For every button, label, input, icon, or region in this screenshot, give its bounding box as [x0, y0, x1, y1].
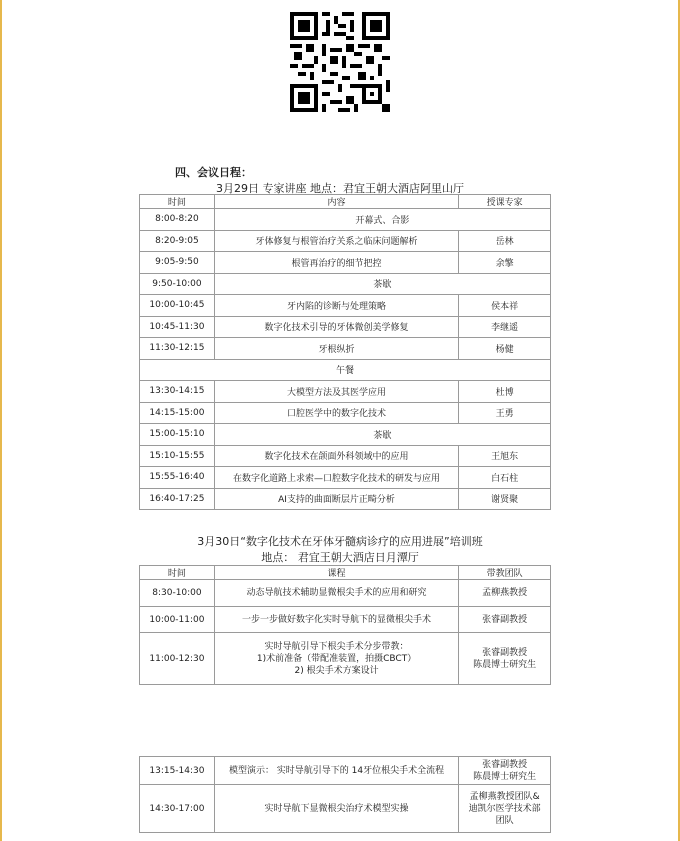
content-cell: 大模型方法及其医学应用 [214, 381, 458, 403]
course-cell [214, 633, 458, 685]
time-cell: 13:15-14:30 [140, 757, 215, 785]
expert-cell: 杜博 [459, 381, 551, 403]
expert-cell: 王勇 [459, 402, 551, 424]
course-cell [214, 580, 458, 607]
column-header: 带教团队 [459, 566, 551, 580]
time-cell: 16:40-17:25 [140, 488, 215, 510]
time-cell: 9:05-9:50 [140, 252, 215, 274]
course-cell-line: 动态导航技术辅助显微根尖手术的应用和研究 [246, 588, 427, 598]
time-cell: 8:30-10:00 [140, 580, 215, 607]
page-frame-left [0, 0, 2, 841]
team-cell [459, 785, 551, 833]
time-cell: 8:20-9:05 [140, 230, 215, 252]
time-cell: 9:50-10:00 [140, 273, 215, 295]
time-cell: 10:45-11:30 [140, 316, 215, 338]
team-cell-line: 张睿副教授 [482, 614, 528, 625]
expert-cell: 杨健 [459, 338, 551, 360]
content-cell: 茶歇 [214, 424, 550, 446]
table-row [140, 273, 551, 295]
content-cell: 开幕式、合影 [214, 209, 550, 231]
column-header: 时间 [140, 195, 215, 209]
column-header: 授课专家 [459, 195, 551, 209]
table-row [140, 424, 551, 446]
content-cell: 口腔医学中的数字化技术 [214, 402, 458, 424]
table-row [140, 785, 551, 833]
team-cell-line: 张睿副教授 [482, 647, 528, 658]
table-row [140, 445, 551, 467]
course-cell-line: 1)术前准备（带配准装置，拍摄CBCT） [256, 653, 417, 664]
day2-subtitle: 3月30日“数字化技术在牙体牙髓病诊疗的应用进展”培训班 [197, 535, 483, 548]
section-title: 四、会议日程： [175, 166, 252, 179]
time-cell: 11:30-12:15 [140, 338, 215, 360]
expert-cell: 王旭东 [459, 445, 551, 467]
table-row [140, 402, 551, 424]
expert-cell: 李继遥 [459, 316, 551, 338]
content-cell: 茶歇 [214, 273, 550, 295]
content-cell: 数字化技术在颌面外科领域中的应用 [214, 445, 458, 467]
time-cell: 15:10-15:55 [140, 445, 215, 467]
column-header: 课程 [214, 566, 458, 580]
time-cell: 14:15-15:00 [140, 402, 215, 424]
break-cell: 午餐 [140, 359, 551, 381]
day2-schedule-table [139, 565, 551, 685]
expert-cell: 岳林 [459, 230, 551, 252]
time-cell: 10:00-10:45 [140, 295, 215, 317]
table-row [140, 230, 551, 252]
table-row [140, 757, 551, 785]
time-cell: 11:00-12:30 [140, 633, 215, 685]
content-cell: 牙体修复与根管治疗关系之临床问题解析 [214, 230, 458, 252]
course-cell-line: 模型演示： 实时导航引导下的 14牙位根尖手术全流程 [228, 765, 445, 776]
table-row [140, 359, 551, 381]
content-cell: 在数字化道路上求索—口腔数字化技术的研发与应用 [214, 467, 458, 489]
table-row [140, 338, 551, 360]
day1-schedule-table [139, 194, 551, 510]
time-cell: 10:00-11:00 [140, 607, 215, 633]
team-cell-line: 张睿副教授 [482, 759, 528, 770]
table-row [140, 580, 551, 607]
qr-code-image [290, 12, 390, 112]
expert-cell: 白石柱 [459, 467, 551, 489]
column-header: 内容 [214, 195, 458, 209]
course-cell [214, 785, 458, 833]
expert-cell: 侯本祥 [459, 295, 551, 317]
content-cell: 牙内陷的诊断与处理策略 [214, 295, 458, 317]
team-cell [459, 757, 551, 785]
time-cell: 8:00-8:20 [140, 209, 215, 231]
day1-subtitle: 3月29日 专家讲座 地点：君宜王朝大酒店阿里山厅 [216, 182, 464, 195]
team-cell-line: 迪凯尔医学技术部 [468, 803, 541, 814]
time-cell: 15:55-16:40 [140, 467, 215, 489]
course-cell [214, 607, 458, 633]
table-header-row [140, 195, 551, 209]
course-cell-line: 2) 根尖手术方案设计 [294, 665, 379, 676]
table-header-row [140, 566, 551, 580]
table-row [140, 209, 551, 231]
day2-schedule-table-continued [139, 756, 551, 833]
content-cell: 根管再治疗的细节把控 [214, 252, 458, 274]
team-cell-line: 孟柳燕教授 [482, 588, 528, 598]
day2-location: 地点： 君宜王朝大酒店日月潭厅 [261, 551, 419, 564]
course-cell-line: 实时导航引导下根尖手术分步带教： [264, 641, 409, 652]
table-row [140, 633, 551, 685]
table-row [140, 607, 551, 633]
table-row [140, 488, 551, 510]
content-cell: 牙根纵折 [214, 338, 458, 360]
table-row [140, 252, 551, 274]
content-cell: AI支持的曲面断层片正畸分析 [214, 488, 458, 510]
team-cell-line: 团队 [495, 815, 514, 826]
table-row [140, 316, 551, 338]
course-cell-line: 一步一步做好数字化实时导航下的显微根尖手术 [242, 614, 432, 625]
course-cell-line: 实时导航下显微根尖治疗术模型实操 [264, 803, 409, 814]
column-header: 时间 [140, 566, 215, 580]
content-cell: 数字化技术引导的牙体微创美学修复 [214, 316, 458, 338]
table-row [140, 295, 551, 317]
time-cell: 15:00-15:10 [140, 424, 215, 446]
team-cell [459, 633, 551, 685]
team-cell-line: 陈晨博士研究生 [473, 659, 537, 670]
table-row [140, 467, 551, 489]
time-cell: 13:30-14:15 [140, 381, 215, 403]
team-cell [459, 580, 551, 607]
expert-cell: 余擎 [459, 252, 551, 274]
course-cell [214, 757, 458, 785]
team-cell [459, 607, 551, 633]
table-row [140, 381, 551, 403]
expert-cell: 谢贤聚 [459, 488, 551, 510]
team-cell-line: 孟柳燕教授团队& [469, 791, 540, 802]
team-cell-line: 陈晨博士研究生 [473, 771, 537, 782]
time-cell: 14:30-17:00 [140, 785, 215, 833]
